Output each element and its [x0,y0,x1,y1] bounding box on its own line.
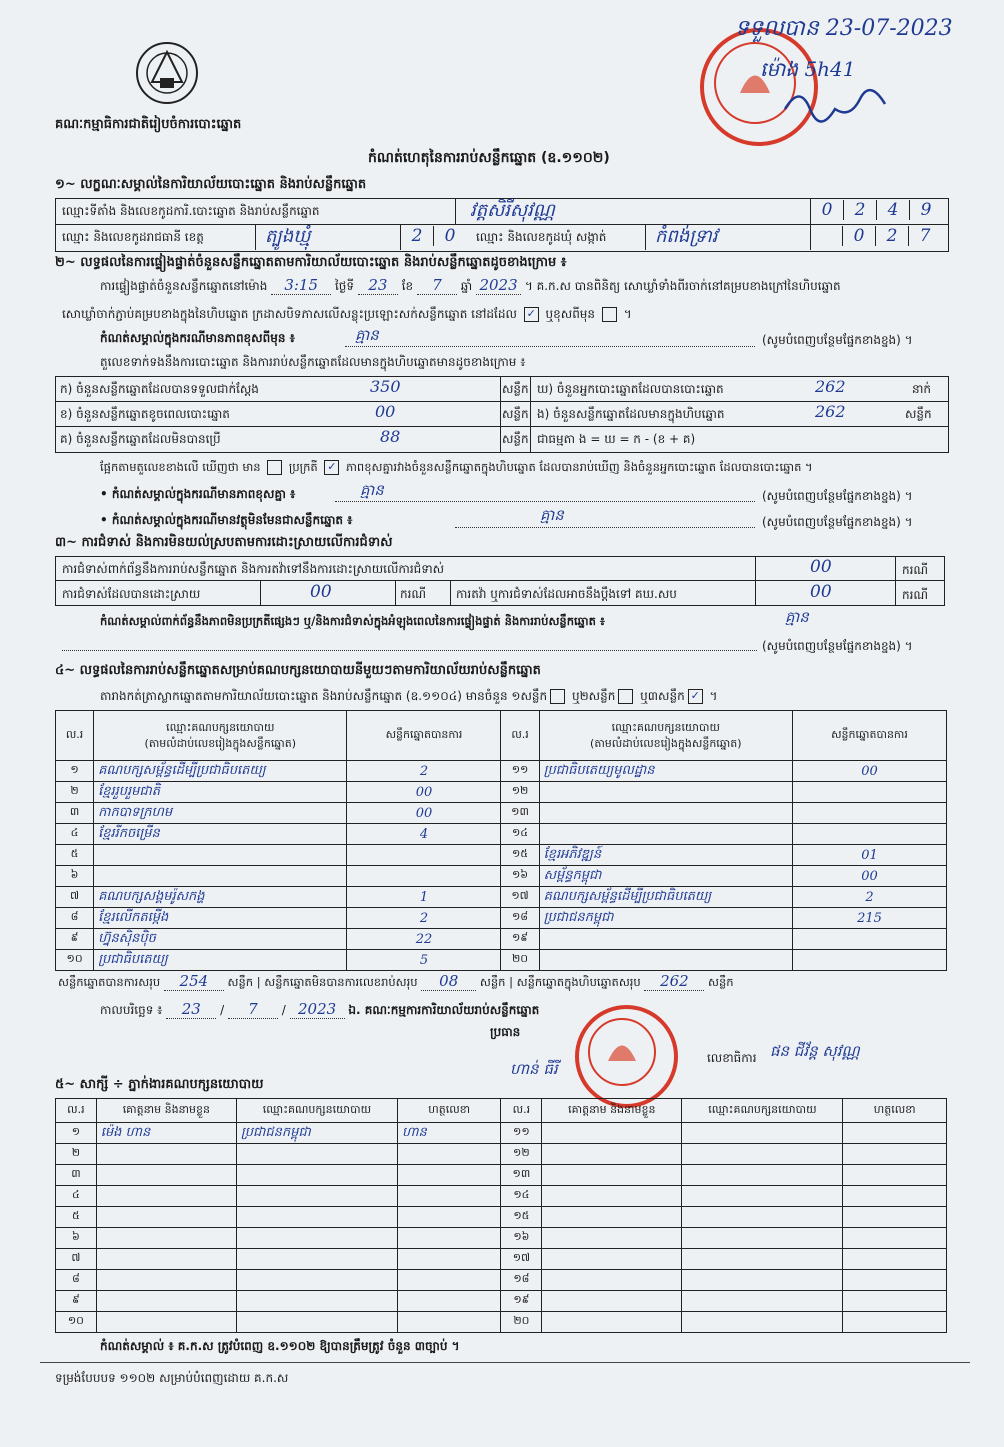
witness-signature [397,1165,501,1186]
row-no: ៤ [56,824,94,845]
ko-value: 88 [380,427,401,446]
ko-unit: សន្លឹក [502,432,529,446]
table-row [56,866,947,887]
witness-name [96,1312,236,1333]
ka-value: 350 [370,377,401,396]
verify-line: ការផ្ទៀងផ្ទាត់ចំនួនសន្លឹកឆ្នោតនៅម៉ោង 3:15 ថ្ងៃទី 23 ខែ 7 ឆ្នាំ 2023 ។ គ.ក.ស បានពិនិត្យ សោឃ្លាំទាំងពីរចាក់នៅគម្របខាងក្រៅនៃហិបឆ្នោត [100,276,841,294]
witness-table [55,1098,947,1333]
witness-party [236,1165,397,1186]
section4-title: ៤~ លទ្ធផលនៃការរាប់សន្លឹកឆ្នោតសម្រាប់គណបក្សនយោបាយនីមួយៗតាមការិយាល័យរាប់សន្លឹកឆ្នោត [55,663,541,678]
note3-label: • កំណត់សម្គាល់ក្នុងករណីមានវត្ថុមិនមែនជាសន្លឹកឆ្នោត ៖ [100,513,353,527]
w-col-name: គោត្តនាម និងនាមខ្លួន [96,1099,236,1123]
row-no: ១២ [501,1144,542,1165]
row-no: ៩ [56,929,94,950]
witness-signature [843,1123,947,1144]
province-value: ត្បូងឃ្មុំ [265,226,311,247]
ngo-value: 262 [815,402,846,421]
row-no: ២ [56,1144,97,1165]
form-code: ទម្រង់បែបបទ ១១០២ សម្រាប់បំពេញដោយ គ.ក.ស [55,1371,289,1385]
province-code: 2 0 [400,226,466,246]
col-no-2: ល.រ [501,711,539,761]
table-row [56,1312,947,1333]
witness-signature [843,1165,947,1186]
witness-party [682,1165,843,1186]
vote-count [792,782,946,803]
row-no: ២ [56,782,94,803]
witness-signature [397,1270,501,1291]
table-row [56,887,947,908]
table-row [56,803,947,824]
votes-table [55,710,947,971]
col-no: ល.រ [56,711,94,761]
fill-note-2: (សូមបំពេញបន្ថែមផ្នែកខាងខ្នង) ។ [762,489,913,503]
witness-name [542,1186,682,1207]
vote-count: 00 [347,803,501,824]
kha-label: ខ) ចំនួនសន្លឹកឆ្នោតខូចពេលបោះឆ្នោត [60,407,230,421]
row-no: ១៣ [501,803,539,824]
vote-count [347,866,501,887]
witness-party [236,1270,397,1291]
ka-unit: សន្លឹក [502,382,529,396]
vote-count: 00 [347,782,501,803]
commune-value: កំពង់ទ្រាវ [655,226,718,247]
row-no: ១០ [56,950,94,971]
witness-party [236,1207,397,1228]
secretary-signature: ផន ជីវ័ន្ត សុវណ្ណ [770,1042,860,1060]
note2-value: គ្មាន [360,481,384,499]
vote-count: 1 [347,887,501,908]
party-name: ខ្មែរអភិវឌ្ឍន៍ [539,845,792,866]
row-no: ៧ [56,1249,97,1270]
row-no: ១៤ [501,824,539,845]
resolved-label: ការជំទាស់ដែលបានដោះស្រាយ [62,587,201,601]
party-name [539,803,792,824]
vote-count: 2 [347,908,501,929]
appeal-label: ការតវ៉ា ឬការជំទាស់ដែលអាចនឹងប្ដឹងទៅ គឃ.សប [456,587,677,601]
section5-title: ៥~ សាក្សី ÷ ភ្នាក់ងារគណបក្សនយោបាយ [55,1077,264,1092]
fill-note-1: (សូមបំពេញបន្ថែមផ្នែកខាងខ្នង) ។ [762,333,913,347]
totals-line: សន្លឹកឆ្នោតបានការសរុប 254 សន្លឹក | សន្លឹកឆ្នោតមិនបានការលេខរាប់សរុប 08 សន្លឹក | សន្លឹកឆ្នោតក្នុងហិបឆ្នោតសរុប 262 សន្លឹក [58,972,734,990]
row-no: ១១ [501,761,539,782]
seal-line: សោឃ្លាំចាក់ភ្ជាប់គម្របខាងក្នុងនៃហិបឆ្នោត ក្រដាសបិទភាសលើសន្លុះប្រឡោះសក់សន្លឹកឆ្នោត នៅដដែល ✓ ឬខុសពីមុន ។ [62,307,632,321]
row-no: ១២ [501,782,539,803]
chair-label: ប្រធាន [490,1025,521,1039]
row-no: ១៣ [501,1165,542,1186]
objection-unit: ករណី [902,563,929,577]
note1-label: កំណត់សម្គាល់ក្នុងករណីមានភាពខុសពីមុន ៖ [100,331,295,345]
table-row [56,1144,947,1165]
witness-name [96,1270,236,1291]
row-no: ១៤ [501,1186,542,1207]
witness-name [542,1123,682,1144]
discrepancy-checkbox[interactable]: ✓ [324,460,339,475]
witness-party [682,1144,843,1165]
row-no: ៥ [56,1207,97,1228]
vote-count: 2 [347,761,501,782]
three-sheet-checkbox[interactable]: ✓ [688,689,703,704]
witness-name [542,1270,682,1291]
party-name: គណបក្សសម្ព័ន្ធដើម្បីប្រជាធិបតេយ្យ [539,887,792,908]
row-no: ៣ [56,1165,97,1186]
nec-emblem-icon [132,38,202,108]
resolved-unit: ករណី [400,587,427,601]
table-row [56,1165,947,1186]
witness-name [542,1291,682,1312]
witness-name [542,1249,682,1270]
witness-name [96,1165,236,1186]
witness-party [682,1186,843,1207]
row-no: ១៩ [501,929,539,950]
party-name: គណបក្សសម្ព័ន្ធដើម្បីប្រជាធិបតេយ្យ [94,761,347,782]
witness-party [236,1291,397,1312]
witness-signature [397,1186,501,1207]
witness-name [542,1165,682,1186]
ngo-label: ង) ចំនួនសន្លឹកឆ្នោតដែលមានក្នុងហិបឆ្នោត [537,407,725,421]
row-no: ៨ [56,908,94,929]
table-row [56,1228,947,1249]
witness-signature: ហាន [397,1123,501,1144]
row-no: ៩ [56,1291,97,1312]
appeal-unit: ករណី [902,588,929,602]
w-col-party-2: ឈ្មោះគណបក្សនយោបាយ [682,1099,843,1123]
witness-name: ម៉េង ហាន [96,1123,236,1144]
witness-signature [843,1270,947,1291]
vote-count: 22 [347,929,501,950]
vote-count: 00 [792,761,946,782]
location-code: 0 2 4 9 [810,200,942,220]
row-no: ៤ [56,1186,97,1207]
section2-title: ២~ លទ្ធផលនៃការផ្ទៀងផ្ទាត់ចំនួនសន្លឹកឆ្នោតតាមការិយាល័យបោះឆ្នោត និងរាប់សន្លឹកឆ្នោតដូចខាងក្រោម ៖ [55,255,567,270]
row-no: ១៥ [501,1207,542,1228]
objection-label: ការជំទាស់ពាក់ព័ន្ធនឹងការរាប់សន្លឹកឆ្នោត និងការតវ៉ាទៅនឹងការដោះស្រាយលើការជំទាស់ [62,562,445,576]
witness-signature [843,1228,947,1249]
vote-count: 4 [347,824,501,845]
normal-checkbox[interactable] [267,460,282,475]
received-time: ម៉ោង 5h41 [760,57,856,81]
row-no: ៣ [56,803,94,824]
witness-name [96,1207,236,1228]
witness-name [96,1291,236,1312]
two-sheet-checkbox[interactable] [618,689,633,704]
row-no: ១០ [56,1312,97,1333]
location-value: វត្តសិរីសុវណ្ណ [470,200,555,221]
witness-signature [843,1144,947,1165]
row-no: ១៥ [501,845,539,866]
note3-value: គ្មាន [540,506,564,524]
table-row [56,1186,947,1207]
fill-note-3: (សូមបំពេញបន្ថែមផ្នែកខាងខ្នង) ។ [762,515,913,529]
row-no: ៧ [56,887,94,908]
table-row [56,908,947,929]
vote-count: 5 [347,950,501,971]
witness-party [236,1228,397,1249]
row-no: ៨ [56,1270,97,1291]
party-name: ប្រជាធិបតេយ្យ [94,950,347,971]
s3-note-value: គ្មាន [785,608,809,626]
row-no: ១៩ [501,1291,542,1312]
row-no: ១៦ [501,866,539,887]
formula: ជាធម្មតា ង = ឃ = ក - (ខ + គ) [537,432,696,446]
table-row [56,1123,947,1144]
vote-count [792,803,946,824]
table-row [56,845,947,866]
vote-count: 215 [792,908,946,929]
row-no: ៥ [56,845,94,866]
form-title: កំណត់ហេតុនៃការរាប់សន្លឹកឆ្នោត (ឧ.១១០២) [368,150,610,166]
witness-signature [843,1312,947,1333]
witness-party [236,1249,397,1270]
party-name: ខ្មែររួបរួមជាតិ [94,782,347,803]
witness-name [542,1207,682,1228]
figures-intro: តួលេខទាក់ទងនឹងការបោះឆ្នោត និងការរាប់សន្លឹកឆ្នោតដែលមានក្នុងហិបឆ្នោតមានដូចខាងក្រោម ៖ [100,355,526,369]
row-no: ៦ [56,866,94,887]
witness-name [96,1144,236,1165]
kha-value: 00 [375,402,396,421]
witness-signature [843,1291,947,1312]
witness-party [236,1144,397,1165]
fill-note-4: (សូមបំពេញបន្ថែមផ្នែកខាងខ្នង) ។ [762,639,913,653]
chair-signature: ហាន់ ធីរី [510,1060,558,1078]
province-label: ឈ្មោះ និងលេខកូដរាជធានី ខេត្ត [62,230,204,244]
witness-signature [843,1207,947,1228]
vote-count [347,845,501,866]
row-no: ២០ [501,950,539,971]
witness-name [96,1249,236,1270]
witness-signature [397,1144,501,1165]
gho-label: ឃ) ចំនួនអ្នកបោះឆ្នោតដែលបានបោះឆ្នោត [537,382,724,396]
row-no: ១៦ [501,1228,542,1249]
witness-signature [397,1249,501,1270]
row-no: ៦ [56,1228,97,1249]
note2-label: • កំណត់សម្គាល់ក្នុងករណីមានភាពខុសគ្នា ៖ [100,487,296,501]
witness-party [682,1270,843,1291]
col-party-2: ឈ្មោះគណបក្សនយោបាយ (តាមលំដាប់លេខរៀងក្នុងសន្លឹកឆ្នោត) [539,711,792,761]
date-line: កាលបរិច្ឆេទ ៖ 23 / 7 / 2023 ឯ. គណៈកម្មការការិយាល័យរាប់សន្លឹកឆ្នោត [100,1000,540,1018]
row-no: ១១ [501,1123,542,1144]
vote-count [792,824,946,845]
w-col-sign: ហត្ថលេខា [397,1099,501,1123]
party-name: កាកបាទក្រហម [94,803,347,824]
w-col-name-2: គោត្តនាម និងនាមខ្លួន [542,1099,682,1123]
party-name [94,845,347,866]
note1-value: គ្មាន [355,326,379,344]
same-checkbox[interactable]: ✓ [524,307,539,322]
witness-name [96,1228,236,1249]
party-name [539,929,792,950]
row-no: ១៨ [501,1270,542,1291]
table-row [56,1291,947,1312]
party-name: ខ្មែរលើកតម្កើង [94,908,347,929]
footnote: កំណត់សម្គាល់ ៖ គ.ក.ស ត្រូវបំពេញ ឧ.១១០២ ឱ្យបានត្រឹមត្រូវ ចំនួន ៣ច្បាប់ ។ [100,1339,460,1353]
party-name: ខ្មែររីកចម្រើន [94,824,347,845]
table-row [56,1207,947,1228]
table-row [56,824,947,845]
party-name: ប្រជាធិបតេយ្យមូលដ្ឋាន [539,761,792,782]
w-col-no: ល.រ [56,1099,97,1123]
table-row [56,929,947,950]
one-sheet-checkbox[interactable] [550,689,565,704]
different-checkbox[interactable] [602,307,617,322]
gho-value: 262 [815,377,846,396]
party-name: គណបក្សសង្គមរ៉ូសកង្ហ [94,887,347,908]
witness-party [682,1249,843,1270]
witness-name [96,1186,236,1207]
table-row [56,1270,947,1291]
handwritten-signature [780,84,890,129]
witness-name [542,1228,682,1249]
col-votes-2: សន្លឹកឆ្នោតបានការ [792,711,946,761]
appeal-value: 00 [810,582,832,602]
witness-party [682,1312,843,1333]
col-votes: សន្លឹកឆ្នោតបានការ [347,711,501,761]
org-name: គណៈកម្មាធិការជាតិរៀបចំការបោះឆ្នោត [55,117,242,132]
row-no: ១ [56,761,94,782]
section3-title: ៣~ ការជំទាស់ និងការមិនយល់ស្របតាមការដោះស្រាយលើការជំទាស់ [55,535,393,550]
vote-count [792,929,946,950]
witness-name [542,1144,682,1165]
vote-count: 00 [792,866,946,887]
vote-count [792,950,946,971]
vote-count: 01 [792,845,946,866]
witness-party [682,1207,843,1228]
w-col-no-2: ល.រ [501,1099,542,1123]
party-name: ប្រជាជនកម្ពុជា [539,908,792,929]
commune-label: ឈ្មោះ និងលេខកូដឃុំ សង្កាត់ [476,230,607,244]
witness-signature [397,1312,501,1333]
section1-title: ១~ លក្ខណៈសម្គាល់នៃការិយាល័យបោះឆ្នោត និងរាប់សន្លឹកឆ្នោត [55,177,367,192]
received-note: ទទួលបាន 23-07-2023 [735,16,953,41]
resolved-value: 00 [310,582,332,602]
secretary-label: លេខាធិការ [707,1051,757,1065]
table-row [56,761,947,782]
col-party: ឈ្មោះគណបក្សនយោបាយ (តាមលំដាប់លេខរៀងក្នុងសន្លឹកឆ្នោត) [94,711,347,761]
tally-sheets-line: តារាងកត់ត្រាស្លាកឆ្នោតតាមការិយាល័យបោះឆ្នោត និងរាប់សន្លឹកឆ្នោត (ឧ.១១០៤) មានចំនួន ១សន្លឹក ឬ២សន្លឹក ឬ៣សន្លឹក ✓ ។ [100,689,718,703]
witness-party [682,1291,843,1312]
witness-name [542,1312,682,1333]
party-name: ហ្វ៊ុនស៊ិនប៉ិច [94,929,347,950]
party-name [539,950,792,971]
ko-label: គ) ចំនួនសន្លឹកឆ្នោតដែលមិនបានប្រើ [60,432,221,446]
ka-label: ក) ចំនួនសន្លឹកឆ្នោតដែលបានទទួលជាក់ស្ដែង [60,382,259,396]
commune-code: 0 2 7 [842,226,941,246]
witness-party: ប្រជាជនកម្ពុជា [236,1123,397,1144]
witness-party [236,1186,397,1207]
gho-unit: នាក់ [912,382,932,396]
commission-seal-icon [575,1005,678,1108]
witness-signature [397,1291,501,1312]
table-row [56,782,947,803]
ngo-unit: សន្លឹក [905,407,932,421]
party-name [94,866,347,887]
row-no: ២០ [501,1312,542,1333]
vote-count: 2 [792,887,946,908]
witness-signature [843,1186,947,1207]
party-name [539,782,792,803]
witness-party [682,1123,843,1144]
witness-signature [397,1207,501,1228]
party-name [539,824,792,845]
witness-signature [397,1228,501,1249]
s3-note-label: កំណត់សម្គាល់ពាក់ព័ន្ធនឹងភាពមិនប្រក្រតីផ្សេងៗ ឬ/និងការជំទាស់ក្នុងអំឡុងពេលនៃការផ្ទៀងផ្ទាត់ និងការរាប់សន្លឹកឆ្នោត ៖ [100,614,605,628]
w-col-party: ឈ្មោះគណបក្សនយោបាយ [236,1099,397,1123]
row-no: ១៧ [501,887,539,908]
row-no: ១៨ [501,908,539,929]
witness-party [236,1312,397,1333]
kha-unit: សន្លឹក [502,407,529,421]
table-row [56,950,947,971]
witness-signature [843,1249,947,1270]
table-row [56,1249,947,1270]
location-label: ឈ្មោះទីតាំង និងលេខកូដការិ.បោះឆ្នោត និងរាប់សន្លឹកឆ្នោត [62,204,320,218]
w-col-sign-2: ហត្ថលេខា [843,1099,947,1123]
row-no: ១៧ [501,1249,542,1270]
objection-value: 00 [810,557,832,577]
witness-party [682,1228,843,1249]
party-name: សម្ព័ន្ធកម្ពុជា [539,866,792,887]
compare-line: ផ្អែកតាមតួលេខខាងលើ ឃើញថា មាន ប្រក្រតី ✓ ភាពខុសគ្នារវាងចំនួនសន្លឹកឆ្នោតក្នុងហិបឆ្នោត ដែលបានរាប់ឃើញ និងចំនួនអ្នកបោះឆ្នោត ដែលបានបោះឆ្នោត ។ [100,460,813,474]
row-no: ១ [56,1123,97,1144]
